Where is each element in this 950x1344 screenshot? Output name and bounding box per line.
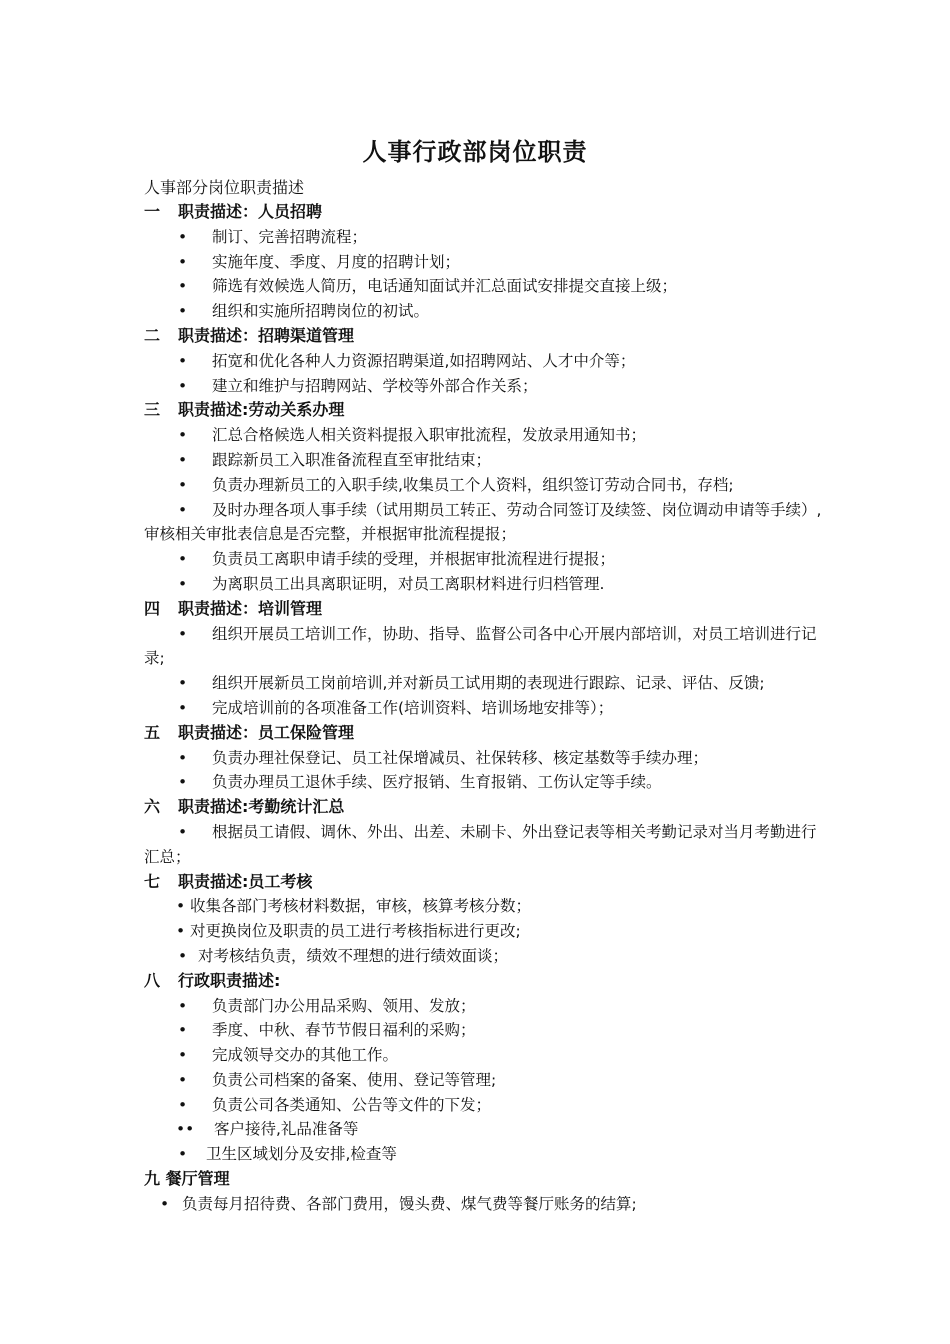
bullet-icon: • bbox=[178, 1021, 188, 1040]
list-item-text: 负责部门办公用品采购、领用、发放； bbox=[212, 996, 476, 1015]
list-item-text: 汇总合格候选人相关资料提报入职审批流程，发放录用通知书； bbox=[212, 426, 647, 445]
list-item bbox=[144, 448, 824, 473]
list-item-text: 完成领导交办的其他工作。 bbox=[212, 1046, 399, 1065]
section-heading bbox=[144, 795, 824, 820]
list-item-text: 客户接待,礼品准备等 bbox=[214, 1120, 359, 1139]
bullet-icon: • bbox=[178, 302, 188, 321]
list-item-text: 完成培训前的各项准备工作(培训资料、培训场地安排等）； bbox=[212, 698, 614, 717]
list-item bbox=[144, 944, 824, 969]
list-item bbox=[144, 1068, 824, 1093]
section-heading bbox=[144, 200, 824, 225]
list-item bbox=[144, 250, 824, 275]
list-item-text: 组织开展新员工岗前培训,并对新员工试用期的表现进行跟踪、记录、评估、反馈; bbox=[212, 674, 765, 693]
document-subtitle: 人事部分岗位职责描述 bbox=[144, 178, 305, 197]
list-item-text: 负责办理员工退休手续、医疗报销、生育报销、工伤认定等手续。 bbox=[212, 773, 662, 792]
list-item-text: 根据员工请假、调休、外出、出差、未刷卡、外出登记表等相关考勤记录对当月考勤进行汇总； bbox=[144, 822, 817, 866]
bullet-icon: • bbox=[178, 277, 188, 296]
section-title: 餐厅管理 bbox=[165, 1169, 230, 1189]
list-item bbox=[144, 423, 824, 448]
bullet-icon: • bbox=[178, 698, 188, 717]
list-item bbox=[144, 1043, 824, 1068]
section-title: 职责描述：人员招聘 bbox=[178, 202, 323, 221]
list-item bbox=[144, 671, 824, 696]
bullet-icon: • bbox=[178, 550, 188, 569]
list-item-text: 对更换岗位及职责的员工进行考核指标进行更改; bbox=[190, 922, 521, 941]
section-heading bbox=[144, 324, 824, 349]
bullet-icon: • bbox=[178, 946, 188, 965]
list-item-text: 制订、完善招聘流程； bbox=[212, 227, 368, 246]
section-number: 三 bbox=[144, 400, 161, 420]
bullet-icon: • bbox=[178, 574, 188, 593]
bullet-icon: • bbox=[178, 450, 188, 469]
bullet-icon: • bbox=[176, 897, 186, 916]
list-item bbox=[144, 498, 824, 548]
list-item-text: 为离职员工出具离职证明，对员工离职材料进行归档管理. bbox=[212, 574, 605, 593]
section-number: 二 bbox=[144, 325, 161, 345]
bullet-icon: • bbox=[178, 252, 188, 271]
bullet-icon: • bbox=[178, 475, 188, 494]
list-item bbox=[144, 696, 824, 721]
bullet-icon: • bbox=[176, 922, 186, 941]
list-item-text: 及时办理各项人事手续（试用期员工转正、劳动合同签订及续签、岗位调动申请等手续）,审核相关审批表信息是否完整，并根据审批流程提报； bbox=[144, 500, 822, 544]
list-item-text: 负责员工离职申请手续的受理，并根据审批流程进行提报； bbox=[212, 550, 616, 569]
section-title: 职责描述：员工保险管理 bbox=[178, 722, 355, 742]
section-number: 八 bbox=[144, 970, 161, 990]
list-item bbox=[144, 820, 824, 870]
list-item-text: 负责公司档案的备案、使用、登记等管理; bbox=[212, 1070, 497, 1089]
section-number: 七 bbox=[144, 871, 161, 891]
section-title: 职责描述:员工考核 bbox=[178, 871, 313, 891]
list-item-text: 组织和实施所招聘岗位的初试。 bbox=[212, 302, 430, 321]
list-item-text: 拓宽和优化各种人力资源招聘渠道,如招聘网站、人才中介等； bbox=[212, 351, 636, 370]
bullet-icon: • bbox=[178, 426, 188, 445]
bullet-icon: • bbox=[178, 376, 188, 395]
section-heading bbox=[144, 870, 824, 895]
list-item-text: 卫生区域划分及安排,检查等 bbox=[206, 1145, 397, 1164]
list-item bbox=[144, 473, 824, 498]
bullet-icon: • bbox=[178, 1046, 188, 1065]
bullet-icon: • bbox=[178, 674, 188, 693]
list-item bbox=[144, 746, 824, 771]
section-heading bbox=[144, 597, 824, 622]
document-title: 人事行政部岗位职责 bbox=[362, 138, 588, 166]
list-item-text: 季度、中秋、春节节假日福利的采购； bbox=[212, 1021, 476, 1040]
list-item bbox=[144, 622, 824, 672]
bullet-icon: • bbox=[178, 1095, 188, 1114]
section-heading bbox=[144, 969, 824, 994]
list-item bbox=[144, 225, 824, 250]
list-item bbox=[144, 1117, 824, 1142]
list-item-text: 对考核结负责，绩效不理想的进行绩效面谈； bbox=[198, 946, 509, 965]
list-item-text: 负责办理社保登记、员工社保增减员、社保转移、核定基数等手续办理； bbox=[212, 748, 709, 767]
document-body bbox=[144, 200, 824, 1217]
bullet-icon: • bbox=[178, 500, 188, 519]
section-heading bbox=[144, 398, 824, 423]
list-item-text: 组织开展员工培训工作，协助、指导、监督公司各中心开展内部培训，对员工培训进行记录; bbox=[144, 624, 817, 668]
list-item-text: 筛选有效候选人简历，电话通知面试并汇总面试安排提交直接上级； bbox=[212, 277, 678, 296]
list-item bbox=[144, 994, 824, 1019]
bullet-icon: • bbox=[178, 822, 188, 841]
section-title: 职责描述:考勤统计汇总 bbox=[178, 797, 345, 817]
section-heading bbox=[144, 1167, 824, 1192]
list-item bbox=[144, 274, 824, 299]
list-item-text: 负责每月招待费、各部门费用，馒头费、煤气费等餐厅账务的结算; bbox=[182, 1194, 637, 1213]
list-item-text: 跟踪新员工入职准备流程直至审批结束； bbox=[212, 450, 492, 469]
bullet-icon: • bbox=[178, 227, 188, 246]
bullet-icon: • bbox=[178, 1070, 188, 1089]
list-item bbox=[144, 770, 824, 795]
section-number: 六 bbox=[144, 797, 161, 817]
section-number: 五 bbox=[144, 722, 161, 742]
list-item bbox=[144, 919, 824, 944]
list-item-text: 负责公司各类通知、公告等文件的下发； bbox=[212, 1095, 492, 1114]
list-item bbox=[144, 349, 824, 374]
list-item bbox=[144, 547, 824, 572]
list-item bbox=[144, 1018, 824, 1043]
section-title: 职责描述：培训管理 bbox=[178, 598, 323, 618]
bullet-icon: • bbox=[178, 351, 188, 370]
list-item-text: 建立和维护与招聘网站、学校等外部合作关系； bbox=[212, 376, 538, 395]
list-item bbox=[144, 572, 824, 597]
section-number: 一 bbox=[144, 202, 161, 221]
bullet-icon: • bbox=[178, 773, 188, 792]
bullet-icon: • bbox=[178, 624, 188, 643]
bullet-icon: • bbox=[178, 748, 188, 767]
list-item-text: 负责办理新员工的入职手续,收集员工个人资料，组织签订劳动合同书，存档; bbox=[212, 475, 734, 494]
section-number: 四 bbox=[144, 598, 161, 618]
list-item-text: 实施年度、季度、月度的招聘计划； bbox=[212, 252, 461, 271]
section-title: 职责描述：招聘渠道管理 bbox=[178, 325, 355, 345]
list-item bbox=[144, 1093, 824, 1118]
bullet-icon: •• bbox=[176, 1120, 195, 1139]
list-item bbox=[144, 894, 824, 919]
section-heading bbox=[144, 721, 824, 746]
bullet-icon: • bbox=[178, 996, 188, 1015]
section-title: 行政职责描述: bbox=[178, 970, 281, 990]
list-item bbox=[144, 1192, 824, 1217]
bullet-icon: • bbox=[160, 1194, 170, 1213]
section-title: 职责描述:劳动关系办理 bbox=[178, 400, 345, 420]
bullet-icon: • bbox=[178, 1145, 188, 1164]
list-item-text: 收集各部门考核材料数据，审核，核算考核分数； bbox=[190, 897, 532, 916]
list-item bbox=[144, 299, 824, 324]
list-item bbox=[144, 374, 824, 399]
section-number: 九 bbox=[144, 1169, 161, 1189]
list-item bbox=[144, 1142, 824, 1167]
